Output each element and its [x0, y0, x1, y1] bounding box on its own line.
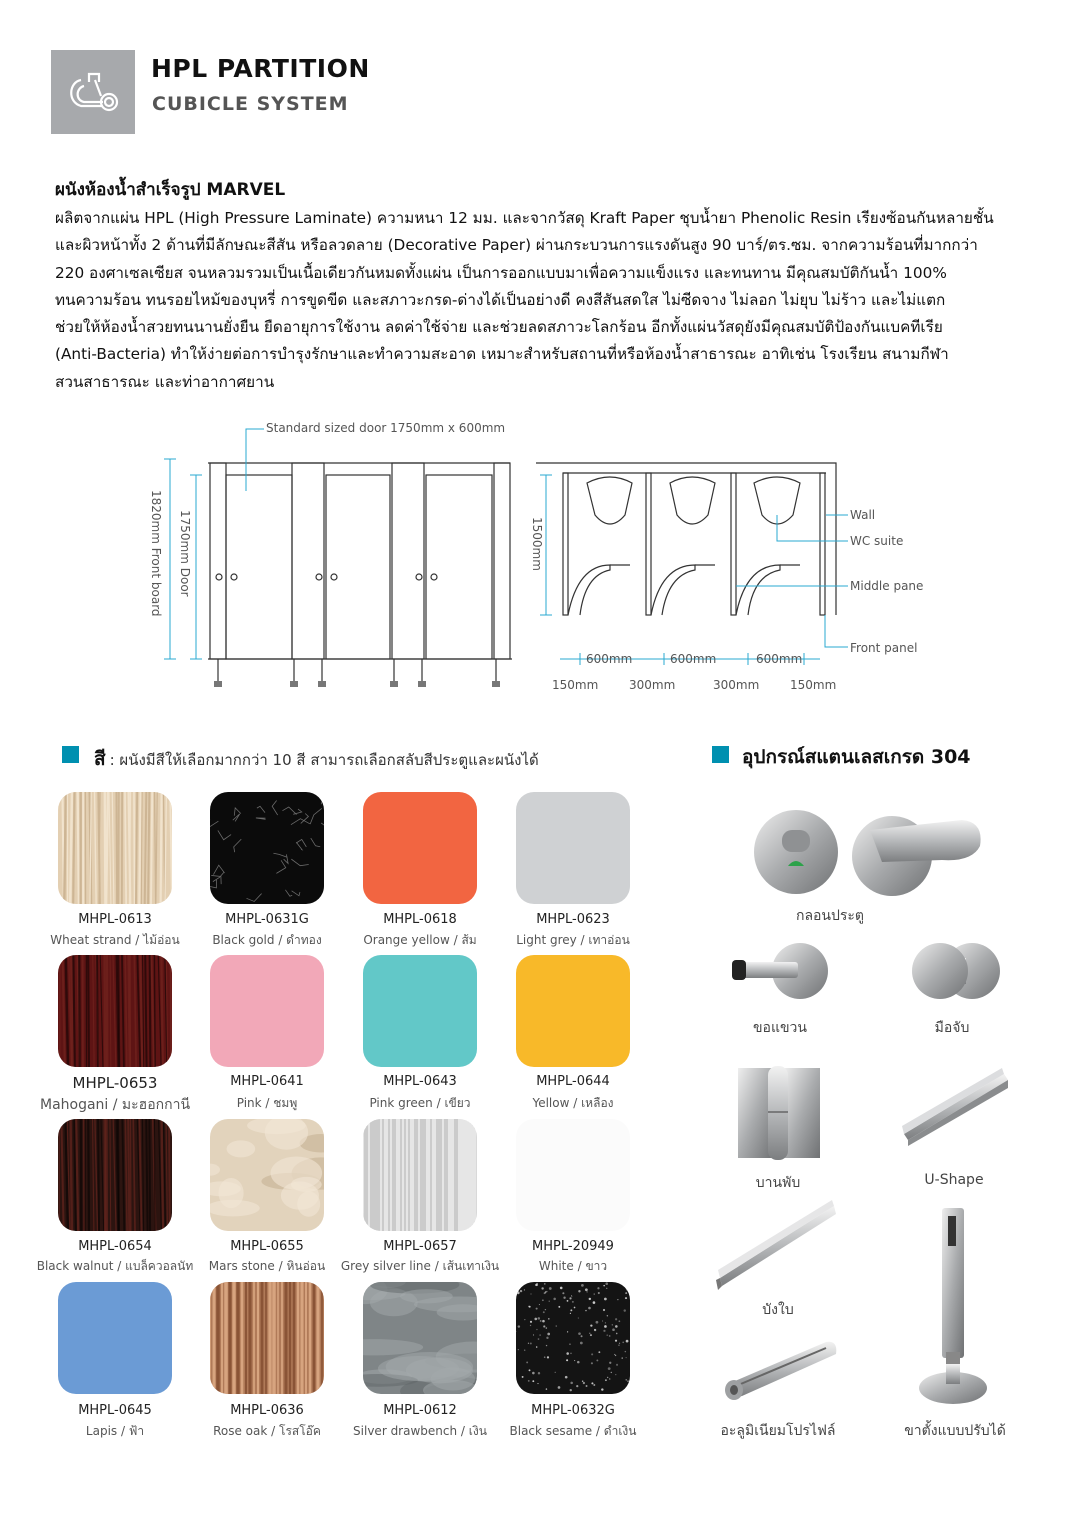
swatch-name: Pink green / เขียว: [369, 1096, 471, 1110]
gap-label: 150mm: [790, 678, 837, 692]
adjustable-leg-icon: [918, 1206, 990, 1410]
door-knob-icon: [908, 936, 1000, 1006]
swatch-pattern: [516, 1282, 630, 1394]
swatch-code: MHPL-0643: [383, 1074, 457, 1089]
swatch-name: Black gold / ดำทอง: [212, 933, 322, 947]
wall-label: Wall: [850, 508, 876, 522]
door-height-label: 1750mm Door: [178, 510, 192, 597]
swatch-code: MHPL-0623: [536, 912, 610, 927]
middle-pane-label: Middle pane: [850, 579, 924, 593]
swatch-name: Black sesame / ดำเงิน: [509, 1424, 637, 1438]
swatch-name: Mars stone / หินอ่อน: [208, 1259, 326, 1273]
swatch-pattern: [58, 1282, 172, 1394]
color-section-heading: [94, 744, 539, 774]
intro-line: สวนสาธารณะ และท่าอากาศยาน: [55, 372, 275, 391]
accessory-label: ขาตั้งแบบปรับได้: [904, 1423, 1006, 1439]
color-swatch: [363, 1282, 477, 1394]
towel-hook-icon: [51, 50, 135, 134]
swatch-pattern: [210, 1119, 324, 1231]
swatch-pattern: [363, 792, 477, 904]
color-swatch: [58, 1282, 172, 1394]
swatch-pattern: [210, 955, 324, 1067]
angle-strip-icon: [716, 1200, 840, 1292]
intro-paragraph: [55, 205, 1025, 396]
intro-line: (Anti-Bacteria) ทำให้ง่ายต่อการบำรุงรักษาและทำความสะอาด เหมาะสำหรับสถานที่หรือห้องน้ำสาธารณะ อาทิเช่น โรงเรียน สนามกีฬา: [55, 345, 949, 364]
color-swatch: [516, 955, 630, 1067]
brand-logo: [51, 50, 135, 134]
width-label: 600mm: [586, 652, 633, 666]
intro-heading: ผนังห้องน้ำสำเร็จรูป MARVEL: [55, 180, 286, 200]
door-lock-icon: [752, 800, 992, 900]
front-board-label: 1820mm Front board: [149, 490, 163, 617]
color-swatch: [363, 792, 477, 904]
gap-label: 150mm: [552, 678, 599, 692]
swatch-code: MHPL-0645: [78, 1403, 152, 1418]
door-size-label: Standard sized door 1750mm x 600mm: [266, 421, 506, 435]
swatch-code: MHPL-20949: [532, 1239, 614, 1254]
color-swatch: [210, 792, 324, 904]
intro-line: ผลิตจากแผ่น HPL (High Pressure Laminate) ความหนา 12 มม. และจากวัสดุ Kraft Paper ชุบน้ำยา Phenolic Resin เรียงซ้อนกันหลายชั้น: [55, 209, 994, 227]
swatch-name: White / ขาว: [538, 1259, 608, 1273]
swatch-code: MHPL-0655: [230, 1239, 304, 1254]
plan-view: [536, 463, 836, 615]
intro-line: 220 องศาเซลเซียส จนหลวมรวมเป็นเนื้อเดียวกันหมดทั้งแผ่น เป็นการออกแบบมาเพื่อความแข็งแรง และทนทาน มีคุณสมบัติกันน้ำ 100%: [55, 263, 947, 282]
color-swatch: [58, 1119, 172, 1231]
swatch-code: MHPL-0613: [78, 912, 152, 927]
front-elevation: [208, 463, 512, 687]
page-title: HPL PARTITION: [151, 54, 370, 83]
swatch-name: Light grey / เทาอ่อน: [516, 933, 630, 947]
swatch-pattern: [58, 955, 172, 1067]
swatch-code: MHPL-0612: [383, 1403, 457, 1418]
u-channel-icon: [900, 1068, 1010, 1148]
swatch-pattern: [516, 792, 630, 904]
swatch-pattern: [363, 1282, 477, 1394]
color-swatch: [58, 955, 172, 1067]
color-swatch: [363, 1119, 477, 1231]
swatch-pattern: [58, 1119, 172, 1231]
swatch-code: MHPL-0657: [383, 1239, 457, 1254]
swatch-code: MHPL-0636: [230, 1403, 304, 1418]
accessory-label: บังใบ: [762, 1302, 794, 1318]
swatch-name: Grey silver line / เส้นเทาเงิน: [340, 1259, 500, 1273]
intro-line: ช่วยให้ห้องน้ำสวยทนนานยั่งยืน ยืดอายุการใช้งาน ลดค่าใช้จ่าย และช่วยลดสภาวะโลกร้อน อีกทั้งแผ่นวัสดุยังมีคุณสมบัติป้องกันแบคทีเรีย: [55, 318, 943, 337]
color-swatch: [210, 1119, 324, 1231]
wc-suite-label: WC suite: [850, 534, 904, 548]
swatch-code: MHPL-0654: [78, 1239, 152, 1254]
swatch-pattern: [210, 792, 324, 904]
intro-line: ทนความร้อน ทนรอยไหม้ของบุหรี่ การขูดขีด และสภาวะกรด-ด่างได้เป็นอย่างดี คงสีสันสดใส ไม่ซีดจาง ไม่ลอก ไม่ยุบ ไม่ร้าว และไม่แตก: [55, 290, 946, 309]
color-swatch: [516, 1119, 630, 1231]
color-swatch: [516, 1282, 630, 1394]
swatch-name: Orange yellow / ส้ม: [363, 933, 477, 947]
swatch-name: Yellow / เหลือง: [532, 1096, 614, 1110]
color-swatch: [516, 792, 630, 904]
accessory-label: U-Shape: [924, 1172, 984, 1188]
accessory-label: กลอนประตู: [795, 908, 865, 924]
intro-line: และผิวหน้าทั้ง 2 ด้านที่มีลักษณะสีสัน หรือลวดลาย (Decorative Paper) ผ่านกระบวนการแรงดันสูง 90 บาร์/ตร.ซม. จากความร้อนที่มากกว่า: [55, 236, 978, 255]
swatch-name: Pink / ชมพู: [236, 1096, 298, 1110]
section-marker: [712, 746, 729, 763]
swatch-name: Mahogani / มะฮอกกานี: [39, 1097, 191, 1113]
color-swatch: [58, 792, 172, 904]
aluminium-profile-icon: [722, 1334, 842, 1404]
width-label: 600mm: [670, 652, 717, 666]
color-swatch: [210, 955, 324, 1067]
page-subtitle: CUBICLE SYSTEM: [152, 93, 349, 115]
width-label: 600mm: [756, 652, 803, 666]
swatch-name: Silver drawbench / เงิน: [353, 1424, 487, 1438]
accessory-label: อะลูมิเนียมโปรไฟล์: [720, 1423, 836, 1439]
swatch-pattern: [516, 955, 630, 1067]
color-swatch: [210, 1282, 324, 1394]
swatch-pattern: [363, 1119, 477, 1231]
accessory-section-heading: อุปกรณ์สแตนเลสเกรด 304: [742, 746, 971, 768]
swatch-name: Lapis / ฟ้า: [85, 1424, 145, 1438]
swatch-code: MHPL-0618: [383, 912, 457, 927]
swatch-name: Wheat strand / ไม้อ่อน: [50, 933, 180, 947]
swatch-pattern: [58, 792, 172, 904]
swatch-code: MHPL-0653: [72, 1074, 158, 1092]
depth-label: 1500mm: [530, 517, 544, 571]
swatch-code: MHPL-0632G: [531, 1403, 615, 1418]
section-marker: [62, 746, 79, 763]
swatch-pattern: [210, 1282, 324, 1394]
accessory-label: มือจับ: [934, 1020, 970, 1036]
hinge-icon: [736, 1064, 822, 1164]
accessory-label: บานพับ: [755, 1175, 801, 1191]
swatch-name: Black walnut / แบล็ควอลนัท: [36, 1259, 194, 1273]
color-heading-text: : ผนังมีสีให้เลือกมากกว่า 10 สี สามารถเลือกสลับสีประตูและผนังได้: [109, 751, 539, 769]
swatch-pattern: [363, 955, 477, 1067]
color-swatch: [363, 955, 477, 1067]
color-heading-title: สี: [94, 748, 106, 770]
swatch-pattern: [516, 1119, 630, 1231]
swatch-code: MHPL-0631G: [225, 912, 309, 927]
swatch-name: Rose oak / โรสโอ๊ค: [213, 1424, 321, 1438]
cubicle-diagram: [140, 415, 940, 705]
accessory-label: ขอแขวน: [752, 1020, 807, 1036]
gap-label: 300mm: [713, 678, 760, 692]
front-panel-label: Front panel: [850, 641, 918, 655]
swatch-code: MHPL-0641: [230, 1074, 304, 1089]
swatch-code: MHPL-0644: [536, 1074, 610, 1089]
gap-label: 300mm: [629, 678, 676, 692]
coat-hook-icon: [730, 936, 830, 1006]
